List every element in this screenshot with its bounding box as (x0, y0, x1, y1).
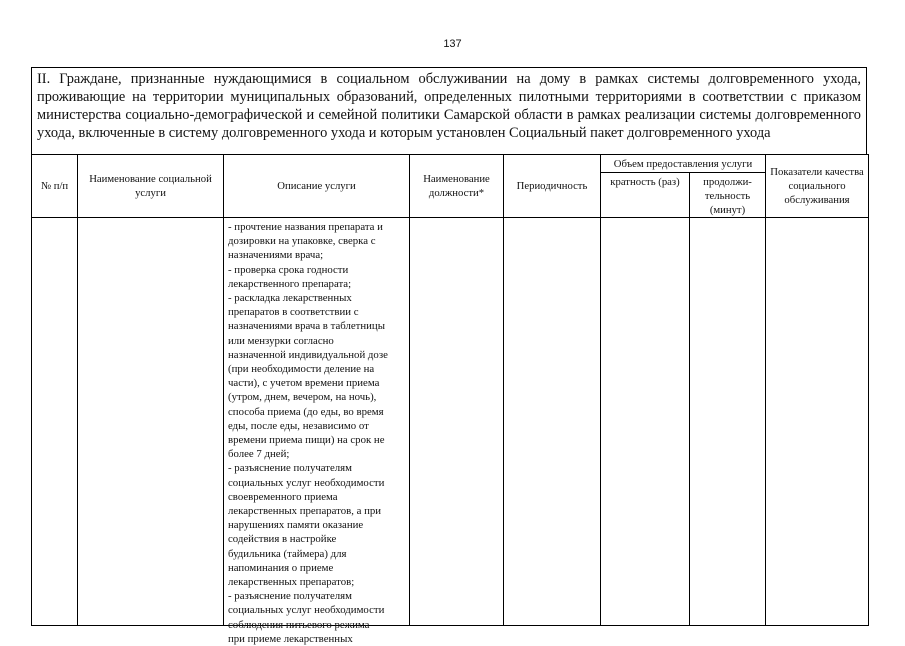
description-line: при приеме лекарственных (228, 632, 353, 645)
header-frequency: кратность (раз) (601, 173, 690, 218)
description-line: социальных услуг необходимости (228, 604, 385, 617)
description-line: лекарственного препарата; (228, 277, 352, 290)
cell-position (410, 218, 504, 626)
description-line: (при необходимости деление на (228, 363, 375, 376)
header-volume: Объем предоставления услуги (601, 155, 766, 173)
description-line: содействия в настройке (228, 533, 337, 546)
description-line: более 7 дней; (228, 448, 290, 461)
description-line: лекарственных препаратов; (228, 576, 355, 589)
description-line: - разъяснение получателям (228, 462, 352, 475)
cell-quality (766, 218, 869, 626)
header-service-name: Наименование социальной услуги (78, 155, 224, 218)
description-line: напоминания о приеме (228, 561, 334, 574)
description-line: соблюдения питьевого режима (228, 618, 370, 631)
description-line: назначениями врача в таблетницы (228, 320, 385, 333)
description-text (224, 218, 409, 645)
description-line: - проверка срока годности (228, 263, 349, 276)
description-line: - разъяснение получателям (228, 590, 352, 603)
table-row (32, 218, 869, 626)
header-num: № п/п (32, 155, 78, 218)
description-line: еды, после еды, независимо от (228, 419, 369, 432)
cell-periodicity (504, 218, 601, 626)
page-number: 137 (443, 38, 462, 50)
description-line: - раскладка лекарственных (228, 292, 352, 305)
description-line: будильника (таймера) для (228, 547, 347, 560)
cell-num (32, 218, 78, 626)
description-line: (утром, днем, вечером, на ночь), (228, 391, 377, 404)
header-position: Наименование должности* (410, 155, 504, 218)
header-duration: продолжи-тельность (минут) (690, 173, 766, 218)
cell-frequency (601, 218, 690, 626)
description-line: назначенной индивидуальной дозе (228, 348, 388, 361)
header-description: Описание услуги (224, 155, 410, 218)
header-quality: Показатели качества социального обслуживания (766, 155, 869, 218)
services-table (31, 154, 869, 645)
description-line: части), с учетом времени приема (228, 377, 380, 390)
cell-duration (690, 218, 766, 626)
description-line: назначениями врача; (228, 249, 324, 262)
description-line: дозировки на упаковке, сверка с (228, 235, 376, 248)
description-line: или мензурки согласно (228, 334, 334, 347)
description-line: социальных услуг необходимости (228, 476, 385, 489)
header-periodicity: Периодичность (504, 155, 601, 218)
description-line: лекарственных препаратов, а при (228, 505, 382, 518)
cell-service-name (78, 218, 224, 626)
description-line: нарушениях памяти оказание (228, 519, 364, 532)
description-line: препаратов в соответствии с (228, 306, 359, 319)
description-line: своевременного приема (228, 490, 338, 503)
cell-description (224, 218, 410, 645)
description-line: - прочтение названия препарата и (228, 221, 383, 233)
description-line: времени приема пищи) на срок не (228, 434, 385, 447)
section-title: II. Граждане, признанные нуждающимися в социальном обслуживании на дому в рамках системы долговременного ухода, проживающие на территории муниципальных образований, определенных пилотными территориями в соответствии с приказом министерства социально-демографической и семейной политики Самарской области в рамках реализации системы долговременного ухода, включенные в систему долговременного ухода и которым установлен Социальный пакет долговременного ухода (31, 67, 867, 154)
description-line: способа приема (до еды, во время (228, 405, 384, 418)
